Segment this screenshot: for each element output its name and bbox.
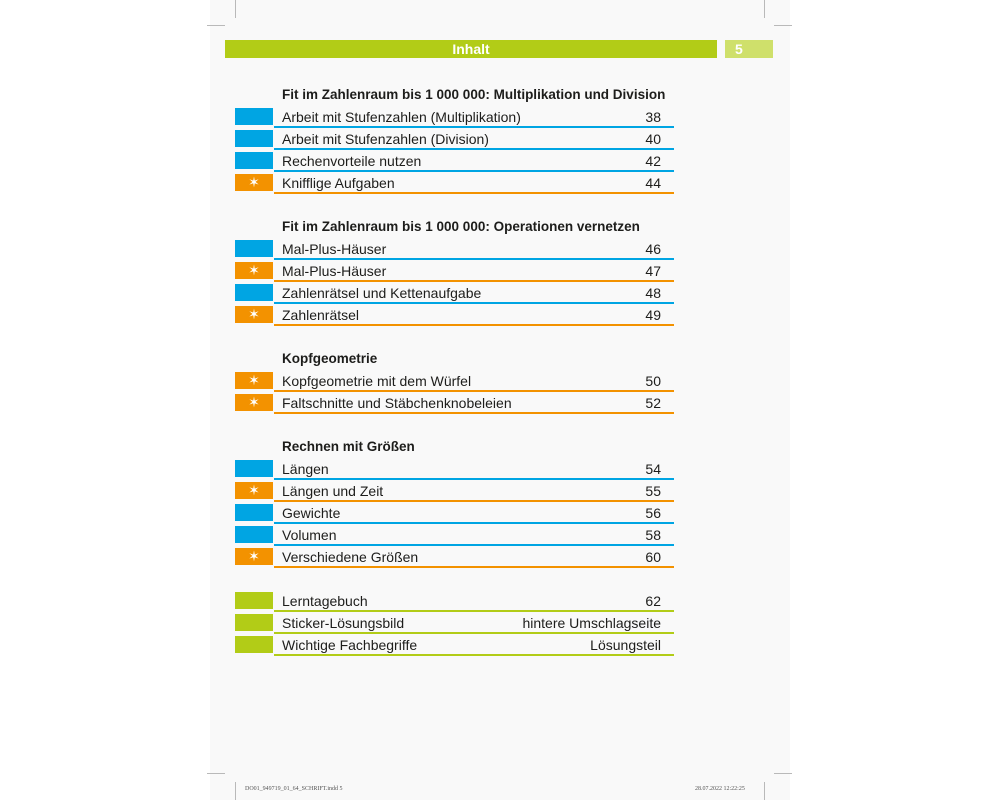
- toc-entry-label: Verschiedene Größen: [282, 549, 419, 565]
- entry-marker: [235, 130, 273, 147]
- toc-entry[interactable]: [235, 238, 674, 260]
- star-icon: ✶: [248, 306, 260, 322]
- toc-entry-label: Zahlenrätsel: [282, 307, 360, 323]
- toc-entry[interactable]: [235, 502, 674, 524]
- entry-marker: [235, 636, 273, 653]
- entry-marker: [235, 504, 273, 521]
- star-icon: ✶: [248, 394, 260, 410]
- toc-entry-label: Sticker-Lösungsbild: [282, 615, 405, 631]
- crop-mark: [774, 773, 792, 774]
- section-title: Rechnen mit Größen: [282, 439, 415, 454]
- entry-marker: [235, 526, 273, 543]
- toc-entry[interactable]: [235, 546, 674, 568]
- section-title: Fit im Zahlenraum bis 1 000 000: Operationen vernetzen: [282, 219, 640, 234]
- challenge-marker: [235, 394, 273, 411]
- toc-entry-label: Zahlenrätsel und Kettenaufgabe: [282, 285, 482, 301]
- header-title: Inhalt: [225, 40, 717, 58]
- star-icon: ✶: [248, 262, 260, 278]
- toc-entry-label: Kopfgeometrie mit dem Würfel: [282, 373, 472, 389]
- toc-entry-label: Längen: [282, 461, 329, 477]
- section-title: Fit im Zahlenraum bis 1 000 000: Multiplikation und Division: [282, 87, 666, 102]
- toc-entry-page: 46: [645, 241, 661, 257]
- toc-entry-label: Mal-Plus-Häuser: [282, 263, 387, 279]
- toc-entry[interactable]: [235, 282, 674, 304]
- challenge-marker: [235, 262, 273, 279]
- toc-entry-label: Rechenvorteile nutzen: [282, 153, 422, 169]
- toc-entry[interactable]: [235, 392, 674, 414]
- toc-entry[interactable]: [235, 304, 674, 326]
- toc-entry[interactable]: [235, 524, 674, 546]
- table-of-contents: [235, 84, 674, 656]
- toc-entry[interactable]: [235, 612, 674, 634]
- toc-entry-label: Arbeit mit Stufenzahlen (Division): [282, 131, 489, 147]
- toc-entry-page: 62: [645, 593, 661, 609]
- toc-entry-label: Gewichte: [282, 505, 341, 521]
- crop-mark: [764, 782, 765, 800]
- crop-mark: [235, 0, 236, 18]
- toc-entry[interactable]: [235, 480, 674, 502]
- challenge-marker: [235, 482, 273, 499]
- toc-entry[interactable]: [235, 634, 674, 656]
- toc-entry-label: Volumen: [282, 527, 337, 543]
- toc-entry[interactable]: [235, 260, 674, 282]
- toc-entry-rule: [274, 192, 674, 194]
- star-icon: ✶: [248, 174, 260, 190]
- crop-mark: [764, 0, 765, 18]
- toc-entry-page: 58: [645, 527, 661, 543]
- crop-mark: [235, 782, 236, 800]
- toc-entry-page: 40: [645, 131, 661, 147]
- entry-marker: [235, 152, 273, 169]
- toc-entry-page: Lösungsteil: [590, 637, 661, 653]
- toc-entry[interactable]: [235, 590, 674, 612]
- toc-entry-label: Arbeit mit Stufenzahlen (Multiplikation): [282, 109, 521, 125]
- toc-entry-page: 55: [645, 483, 661, 499]
- star-icon: ✶: [248, 372, 260, 388]
- toc-entry-page: 42: [645, 153, 661, 169]
- footer-timestamp: 28.07.2022 12:22:25: [695, 786, 745, 792]
- entry-marker: [235, 240, 273, 257]
- page-number: 5: [725, 40, 773, 58]
- toc-entry[interactable]: [235, 150, 674, 172]
- toc-entry-page: 60: [645, 549, 661, 565]
- toc-entry-rule: [274, 654, 674, 656]
- toc-entry-page: 48: [645, 285, 661, 301]
- entry-marker: [235, 284, 273, 301]
- entry-marker: [235, 460, 273, 477]
- section-title: Kopfgeometrie: [282, 351, 378, 366]
- toc-entry-label: Wichtige Fachbegriffe: [282, 637, 418, 653]
- toc-entry-label: Knifflige Aufgaben: [282, 175, 395, 191]
- toc-entry-page: 49: [645, 307, 661, 323]
- footer-file-info: DO01_949719_01_64_SCHRIFT.indd 5: [245, 786, 343, 792]
- toc-entry-label: Lerntagebuch: [282, 593, 368, 609]
- toc-entry-label: Faltschnitte und Stäbchenknobeleien: [282, 395, 512, 411]
- toc-entry-page: 44: [645, 175, 661, 191]
- crop-mark: [774, 25, 792, 26]
- star-icon: ✶: [248, 548, 260, 564]
- star-icon: ✶: [248, 482, 260, 498]
- toc-entry-label: Längen und Zeit: [282, 483, 384, 499]
- crop-mark: [207, 25, 225, 26]
- toc-entry-page: 54: [645, 461, 661, 477]
- toc-entry[interactable]: [235, 128, 674, 150]
- toc-entry-rule: [274, 412, 674, 414]
- toc-entry-rule: [274, 566, 674, 568]
- toc-entry-page: 47: [645, 263, 661, 279]
- entry-marker: [235, 108, 273, 125]
- challenge-marker: [235, 174, 273, 191]
- toc-entry-page: hintere Umschlagseite: [522, 615, 661, 631]
- toc-entry-page: 50: [645, 373, 661, 389]
- entry-marker: [235, 614, 273, 631]
- toc-entry[interactable]: [235, 370, 674, 392]
- challenge-marker: [235, 372, 273, 389]
- section-gap: [235, 568, 674, 590]
- crop-mark: [207, 773, 225, 774]
- toc-entry-rule: [274, 324, 674, 326]
- toc-entry[interactable]: [235, 106, 674, 128]
- toc-entry-page: 38: [645, 109, 661, 125]
- toc-entry-label: Mal-Plus-Häuser: [282, 241, 387, 257]
- challenge-marker: [235, 548, 273, 565]
- toc-entry-page: 52: [645, 395, 661, 411]
- toc-entry[interactable]: [235, 458, 674, 480]
- toc-entry[interactable]: [235, 172, 674, 194]
- entry-marker: [235, 592, 273, 609]
- toc-entry-page: 56: [645, 505, 661, 521]
- challenge-marker: [235, 306, 273, 323]
